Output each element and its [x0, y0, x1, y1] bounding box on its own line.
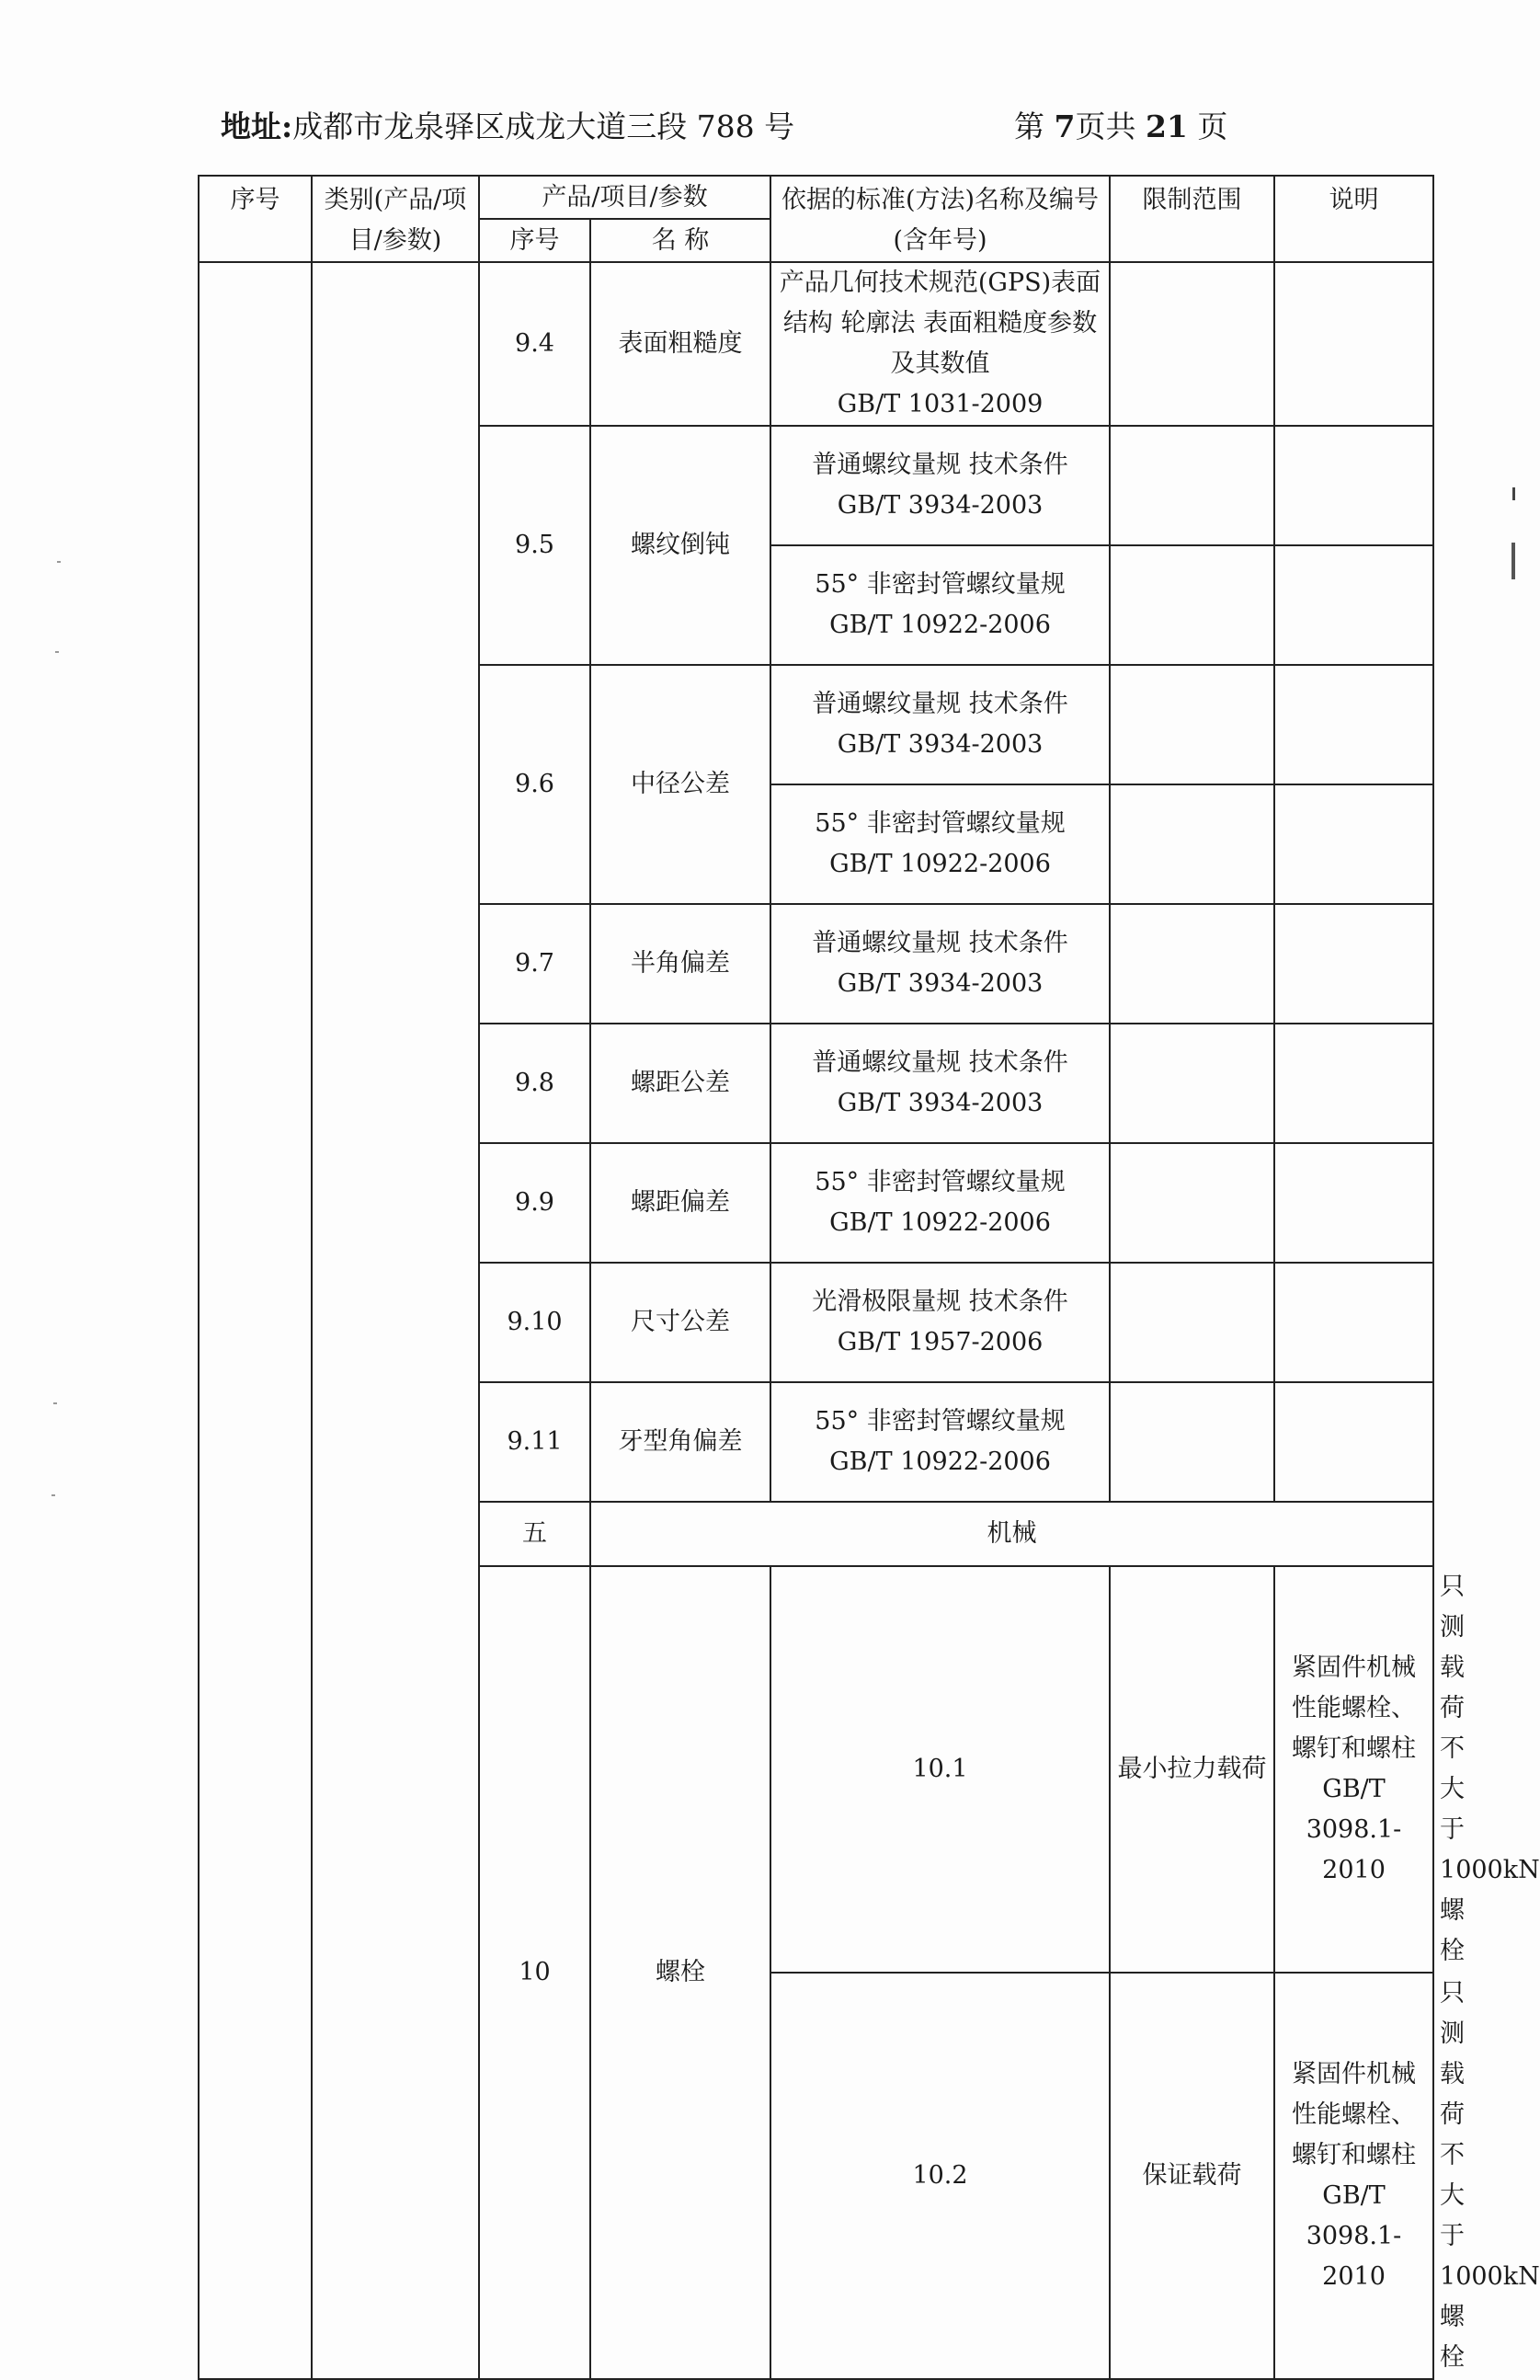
- row-seq: 9.5: [479, 426, 590, 665]
- standard-code: GB/T 3934-2003: [837, 969, 1044, 998]
- standard-name: 紧固件机械性能螺栓、螺钉和螺柱: [1292, 2060, 1417, 2169]
- group-9-seq-cell: [199, 262, 312, 2379]
- row-standard: [770, 1263, 1110, 1382]
- row-name: 中径公差: [590, 665, 770, 904]
- row-name: 尺寸公差: [590, 1263, 770, 1382]
- row-name: 螺距偏差: [590, 1143, 770, 1263]
- row-name: 牙型角偏差: [590, 1382, 770, 1502]
- row-seq: 9.4: [479, 262, 590, 426]
- header-note: 说明: [1274, 176, 1433, 262]
- standard-code: GB/T 10922-2006: [829, 850, 1051, 878]
- row-standard: [770, 904, 1110, 1024]
- standard-code: GB/T 1031-2009: [837, 390, 1044, 418]
- page-suffix: 页: [1197, 109, 1228, 144]
- row-note: [1274, 1382, 1433, 1502]
- page-current: 7: [1054, 109, 1076, 144]
- standard-code: GB/T 3934-2003: [837, 730, 1044, 759]
- scan-speck: [55, 651, 59, 653]
- scan-speck: [1511, 543, 1515, 579]
- row-seq: 9.11: [479, 1382, 590, 1502]
- standard-name: 普通螺纹量规 技术条件: [812, 929, 1068, 957]
- standard-name: 紧固件机械性能螺栓、螺钉和螺柱: [1292, 1653, 1417, 1763]
- standard-code: GB/T 10922-2006: [829, 1447, 1051, 1476]
- group-10-seq: 10: [479, 1566, 590, 2379]
- standard-name: 55° 非密封管螺纹量规: [815, 1168, 1066, 1196]
- row-limit: [1110, 545, 1274, 665]
- page-total: 21: [1145, 109, 1188, 144]
- standard-code: GB/T 3098.1-2010: [1306, 2181, 1402, 2291]
- row-seq: 10.2: [770, 1973, 1110, 2379]
- header-sub-seq: 序号: [479, 219, 590, 262]
- row-note: [1274, 1024, 1433, 1143]
- standard-name: 普通螺纹量规 技术条件: [812, 1048, 1068, 1077]
- row-standard: [770, 545, 1110, 665]
- standard-name: 光滑极限量规 技术条件: [812, 1287, 1068, 1316]
- row-standard: [1274, 1566, 1433, 1973]
- row-limit: [1110, 1263, 1274, 1382]
- row-limit: [1110, 904, 1274, 1024]
- row-seq: 9.10: [479, 1263, 590, 1382]
- scan-speck: [57, 561, 61, 563]
- standard-code: GB/T 3934-2003: [837, 1089, 1044, 1117]
- standard-code: GB/T 10922-2006: [829, 1208, 1051, 1237]
- standard-code: GB/T 3934-2003: [837, 491, 1044, 520]
- group-9-category-cell: [312, 262, 479, 2379]
- row-limit: [1110, 1024, 1274, 1143]
- group-10-category: 螺栓: [590, 1566, 770, 2379]
- header-limit: 限制范围: [1110, 176, 1274, 262]
- row-standard: [770, 1382, 1110, 1502]
- row-note: [1274, 904, 1433, 1024]
- row-limit: [1110, 665, 1274, 784]
- row-standard: [770, 1024, 1110, 1143]
- row-name: 螺纹倒钝: [590, 426, 770, 665]
- standard-name: 55° 非密封管螺纹量规: [815, 570, 1066, 599]
- row-standard: [1274, 1973, 1433, 2379]
- page-number: [1014, 103, 1227, 146]
- section-title: 机械: [590, 1502, 1433, 1566]
- row-note: [1274, 262, 1433, 426]
- standard-name: 产品几何技术规范(GPS)表面结构 轮廓法 表面粗糙度参数及其数值: [779, 269, 1101, 378]
- row-note: [1274, 1143, 1433, 1263]
- standard-code: GB/T 1957-2006: [837, 1328, 1044, 1356]
- standards-table: 序号 类别(产品/项目/参数) 产品/项目/参数 依据的标准(方法)名称及编号(含年号) 限制范围 说明 序号 名 称 9.4 表面粗糙度 产品几何技术规范(GPS)表面结构 轮廓法 表面粗糙度参数及其数值 GB/T 1031-2009 9.5 螺纹倒钝 普通螺纹量规 技术条件 GB/T 3934-2003 55° 非密封管螺纹量规 GB/T 10922-2006 9.6 中径公差 普通螺纹量规 技术条件 GB/T 3934-2003 55° 非密封管螺纹量规 GB/T 10922-2006 9.7 半角偏差 普通螺纹量规 技术条件 GB/T 3934-2003 9.8 螺距公差 普通螺纹量规 技术条件 GB/T 3934-2003 9.9 螺距偏差 55° 非密封管螺纹量规 GB/T 10922-2006 9.10 尺寸公差 光滑极限量规 技术条件 GB/T 1957-2006 9.11 牙型角偏差 55° 非密封管螺纹量规 GB/T 10922-2006 五 机械 10 螺栓 10.1 最小拉力载荷 紧固件机械性能螺栓、螺钉和螺柱 GB/T 3098.1-2010 只测载荷不大于1000kN 螺栓 10.2 保证载荷 紧固件机械性能螺栓、螺钉和螺柱 GB/T 3098.1-2010 只测载荷不大于1000kN 螺栓: [198, 175, 1434, 2380]
- address-line: [221, 103, 794, 146]
- page-header: [221, 103, 1228, 149]
- row-name: 最小拉力载荷: [1110, 1566, 1274, 1973]
- row-standard: [770, 665, 1110, 784]
- section-seq: 五: [479, 1502, 590, 1566]
- row-limit: [1110, 262, 1274, 426]
- row-note: [1274, 784, 1433, 904]
- row-limit: [1110, 1143, 1274, 1263]
- standard-code: GB/T 10922-2006: [829, 611, 1051, 639]
- standard-name: 普通螺纹量规 技术条件: [812, 451, 1068, 479]
- scan-speck: [1512, 487, 1515, 500]
- row-seq: 9.8: [479, 1024, 590, 1143]
- row-note: [1274, 426, 1433, 545]
- row-note: [1274, 1263, 1433, 1382]
- row-seq: 9.7: [479, 904, 590, 1024]
- header-standard: 依据的标准(方法)名称及编号(含年号): [770, 176, 1110, 262]
- row-name: 螺距公差: [590, 1024, 770, 1143]
- row-note: [1274, 545, 1433, 665]
- header-seq: 序号: [199, 176, 312, 262]
- row-standard: [770, 262, 1110, 426]
- row-name: 表面粗糙度: [590, 262, 770, 426]
- address-label: 地址:: [221, 109, 293, 144]
- header-name: 名 称: [590, 219, 770, 262]
- address-text: 成都市龙泉驿区成龙大道三段 788 号: [292, 109, 795, 144]
- standard-code: GB/T 3098.1-2010: [1306, 1775, 1402, 1884]
- row-seq: 9.9: [479, 1143, 590, 1263]
- page-middle: 页共: [1075, 109, 1136, 144]
- row-standard: [770, 1143, 1110, 1263]
- row-limit: [1110, 426, 1274, 545]
- row-name: 保证载荷: [1110, 1973, 1274, 2379]
- row-seq: 9.6: [479, 665, 590, 904]
- standard-name: 55° 非密封管螺纹量规: [815, 1407, 1066, 1436]
- scan-speck: [51, 1494, 55, 1496]
- row-standard: [770, 426, 1110, 545]
- scan-speck: [53, 1402, 57, 1404]
- row-limit: [1110, 1382, 1274, 1502]
- standard-name: 普通螺纹量规 技术条件: [812, 690, 1068, 718]
- standard-name: 55° 非密封管螺纹量规: [815, 809, 1066, 838]
- row-note: [1274, 665, 1433, 784]
- row-standard: [770, 784, 1110, 904]
- header-category: 类别(产品/项目/参数): [312, 176, 479, 262]
- row-limit: [1110, 784, 1274, 904]
- page-prefix: 第: [1014, 109, 1044, 144]
- row-seq: 10.1: [770, 1566, 1110, 1973]
- header-product-group: 产品/项目/参数: [479, 176, 770, 219]
- row-name: 半角偏差: [590, 904, 770, 1024]
